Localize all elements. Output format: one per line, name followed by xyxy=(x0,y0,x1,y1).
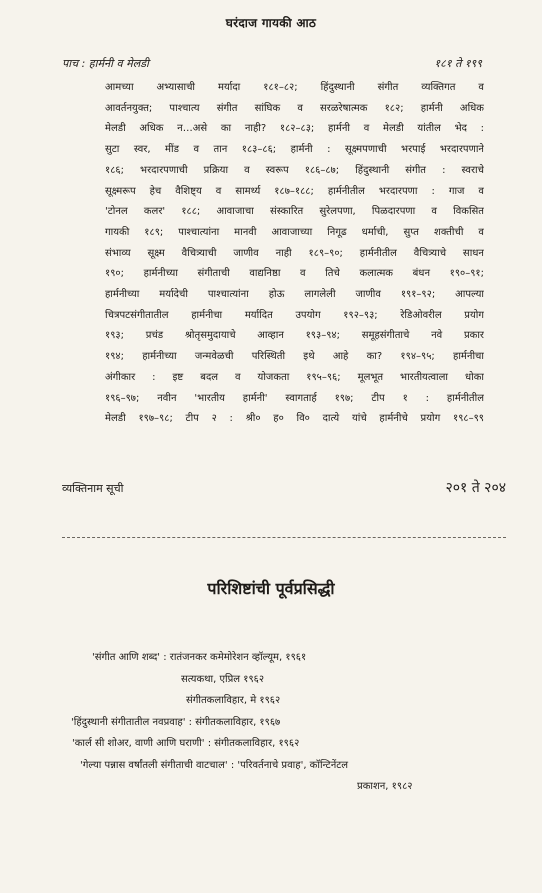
running-head: घरंदाज गायकी आठ xyxy=(225,16,317,30)
contents-line: १९०; हार्मनीच्या संगीताची वाद्यनिष्ठा व तिचे कलात्मक बंधन १९०–९१; xyxy=(105,268,484,280)
chapter-contents-paragraph xyxy=(105,78,484,430)
publication-line: सत्यकथा, एप्रिल १९६२ xyxy=(181,673,265,685)
contents-line: १९४; हार्मनीच्या जन्मवेळची परिस्थिती इथे आहे का? १९४–९५; हार्मनीचा xyxy=(105,351,484,363)
contents-line: १९३; प्रचंड श्रोतृसमुदायाचे आव्हान १९३–९४; समूहसंगीताचे नवे प्रकार xyxy=(105,330,484,342)
contents-line: १८६; भरदारपणाची प्रक्रिया व स्वरूप १८६–८७; हिंदुस्थानी संगीत : स्वराचे xyxy=(105,164,484,176)
name-index-entry xyxy=(62,478,506,500)
contents-line: आमच्या अभ्यासाची मर्यादा १८१–८२; हिंदुस्थानी संगीत व्यक्तिगत व xyxy=(105,82,484,93)
chapter-title: पाच : हार्मनी व मेलडी xyxy=(62,57,149,70)
contents-line: चित्रपटसंगीतातील हार्मनीचा मर्यादित उपयोग १९२–९३; रेडिओवरील प्रयोग xyxy=(105,309,484,321)
name-index-label: व्यक्तिनाम सूची xyxy=(62,482,124,495)
contents-line: सुटा स्वर, मींड व तान १८३–८६; हार्मनी : सूक्ष्मपणाची भरपाई भरदारपणाने xyxy=(105,144,484,156)
contents-line: गायकी १८९; पाश्चात्यांना मानवी आवाजाच्या निगूढ धर्माची, सुप्त शक्तीची व xyxy=(105,226,484,238)
name-index-page-range: २०१ ते २०४ xyxy=(445,480,506,496)
contents-line: आवर्तनयुक्त; पाश्चात्य संगीत सांघिक व सरळरेषात्मक १८२; हार्मनी अधिक xyxy=(105,102,484,114)
chapter-heading xyxy=(62,56,482,74)
contents-line: हार्मनीच्या मर्यादेची पाश्चात्यांना होऊ लागलेली जाणीव १९१–९२; आपल्या xyxy=(105,289,484,301)
contents-line: सूक्ष्मरूप हेच वैशिष्ट्य व सामर्थ्य १८७–१८८; हार्मनीतील भरदारपणा : गाज व xyxy=(105,185,484,197)
publication-line: 'हिंदुस्थानी संगीतातील नवप्रवाह' : संगीतकलाविहार, १९६७ xyxy=(71,716,281,728)
publication-line: प्रकाशन, १९८२ xyxy=(357,781,413,792)
publication-line: 'कार्ल सी शोअर, वाणी आणि घराणी' : संगीतकलाविहार, १९६२ xyxy=(72,738,300,749)
contents-line: १९६–९७; नवीन 'भारतीय हार्मनी' स्वागतार्ह १९७; टीप १ : हार्मनीतील xyxy=(105,392,484,404)
section-divider xyxy=(62,537,506,538)
appendix-publication-list xyxy=(62,647,502,798)
contents-line: अंगीकार : इष्ट बदल व योजकता १९५–९६; मूलभूत भारतीयत्वाला धोका xyxy=(105,371,484,383)
publication-line: 'गेल्या पन्नास वर्षांतली संगीताची वाटचाल' : 'परिवर्तनाचे प्रवाह', कॉन्टिनेंटल xyxy=(80,759,349,771)
contents-line: मेलडी अधिक न…असे का नाही? १८२–८३; हार्मनी व मेलडी यांतील भेद : xyxy=(105,123,484,135)
publication-line: संगीतकलाविहार, मे १९६२ xyxy=(186,695,281,706)
contents-line: संभाव्य सूक्ष्म वैचित्र्याची जाणीव नाही १८९–९०; हार्मनीतील वैचित्र्याचे साधन xyxy=(105,247,484,259)
appendix-title: परिशिष्टांची पूर्वप्रसिद्धी xyxy=(207,579,335,598)
contents-line: 'टोनल कलर' १८८; आवाजाचा संस्कारित सुरेलपणा, पिळदारपणा व विकसित xyxy=(105,206,484,218)
publication-line: 'संगीत आणि शब्द' : रातंजनकर कमेमोरेशन व्हॉल्यूम, १९६१ xyxy=(92,652,307,663)
chapter-page-range: १८१ ते १९९ xyxy=(434,57,482,70)
contents-line: मेलडी १९७–९८; टीप २ : श्री० ह० वि० दात्ये यांचे हार्मनीचे प्रयोग १९८–९९ xyxy=(105,413,484,425)
